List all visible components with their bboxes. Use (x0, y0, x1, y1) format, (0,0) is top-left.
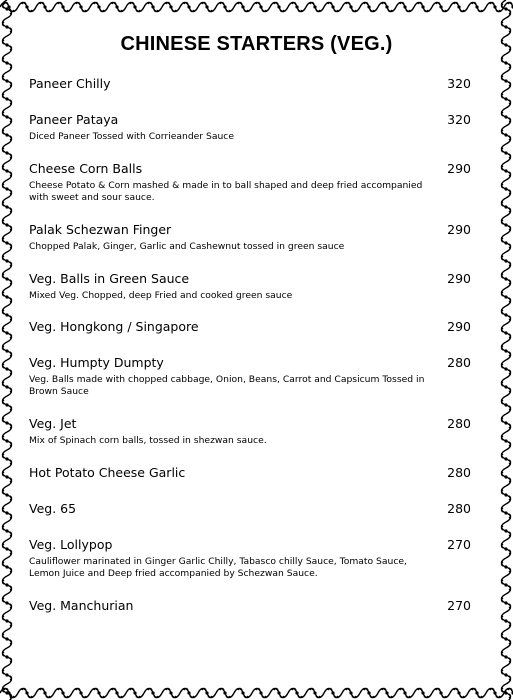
item-price: 270 (447, 598, 471, 613)
ornamental-border-left (0, 0, 14, 700)
menu-item (29, 501, 471, 517)
item-description: Cheese Potato & Corn mashed & made in to ball shaped and deep fried accompanied with sweet and sour sauce. (29, 180, 423, 203)
menu-item (29, 76, 471, 92)
menu-title: CHINESE STARTERS (VEG.) (120, 33, 393, 55)
item-description: Cauliflower marinated in Ginger Garlic Chilly, Tabasco chilly Sauce, Tomato Sauce, Lemon Juice and Deep fried accompanied by Schezwan Sauce. (29, 556, 407, 579)
item-name: Paneer Pataya (29, 112, 119, 127)
item-price: 290 (447, 161, 471, 176)
menu-item (29, 537, 471, 580)
item-description: Mix of Spinach corn balls, tossed in shezwan sauce. (29, 435, 267, 446)
menu-item (29, 465, 471, 481)
item-price: 280 (447, 465, 471, 480)
ornamental-border-top (0, 0, 513, 14)
item-name: Veg. Humpty Dumpty (29, 355, 164, 370)
item-name: Palak Schezwan Finger (29, 222, 172, 237)
item-price: 280 (447, 355, 471, 370)
item-description: Chopped Palak, Ginger, Garlic and Cashewnut tossed in green sauce (29, 241, 345, 252)
item-name: Veg. Jet (29, 416, 77, 431)
item-name: Veg. Balls in Green Sauce (29, 271, 190, 286)
menu-item (29, 416, 471, 447)
menu-item (29, 271, 471, 302)
item-name: Veg. Manchurian (29, 598, 134, 613)
item-price: 290 (447, 222, 471, 237)
menu-item (29, 319, 471, 335)
menu-item (29, 355, 471, 398)
menu-item (29, 161, 471, 204)
ornamental-border-bottom (0, 686, 513, 700)
item-name: Veg. Lollypop (29, 537, 113, 552)
item-price: 270 (447, 537, 471, 552)
item-price: 320 (447, 112, 471, 127)
menu-item (29, 112, 471, 143)
menu-item (29, 222, 471, 253)
item-description: Diced Paneer Tossed with Corrieander Sauce (29, 131, 234, 142)
item-name: Paneer Chilly (29, 76, 111, 91)
item-name: Veg. Hongkong / Singapore (29, 319, 199, 334)
item-price: 320 (447, 76, 471, 91)
ornamental-border-right (499, 0, 513, 700)
item-name: Hot Potato Cheese Garlic (29, 465, 186, 480)
item-price: 290 (447, 319, 471, 334)
menu-item (29, 598, 471, 614)
item-price: 290 (447, 271, 471, 286)
item-price: 280 (447, 416, 471, 431)
item-name: Veg. 65 (29, 501, 77, 516)
item-description: Mixed Veg. Chopped, deep Fried and cooked green sauce (29, 290, 293, 301)
item-name: Cheese Corn Balls (29, 161, 143, 176)
item-description: Veg. Balls made with chopped cabbage, Onion, Beans, Carrot and Capsicum Tossed in Brown Sauce (29, 374, 425, 397)
item-price: 280 (447, 501, 471, 516)
